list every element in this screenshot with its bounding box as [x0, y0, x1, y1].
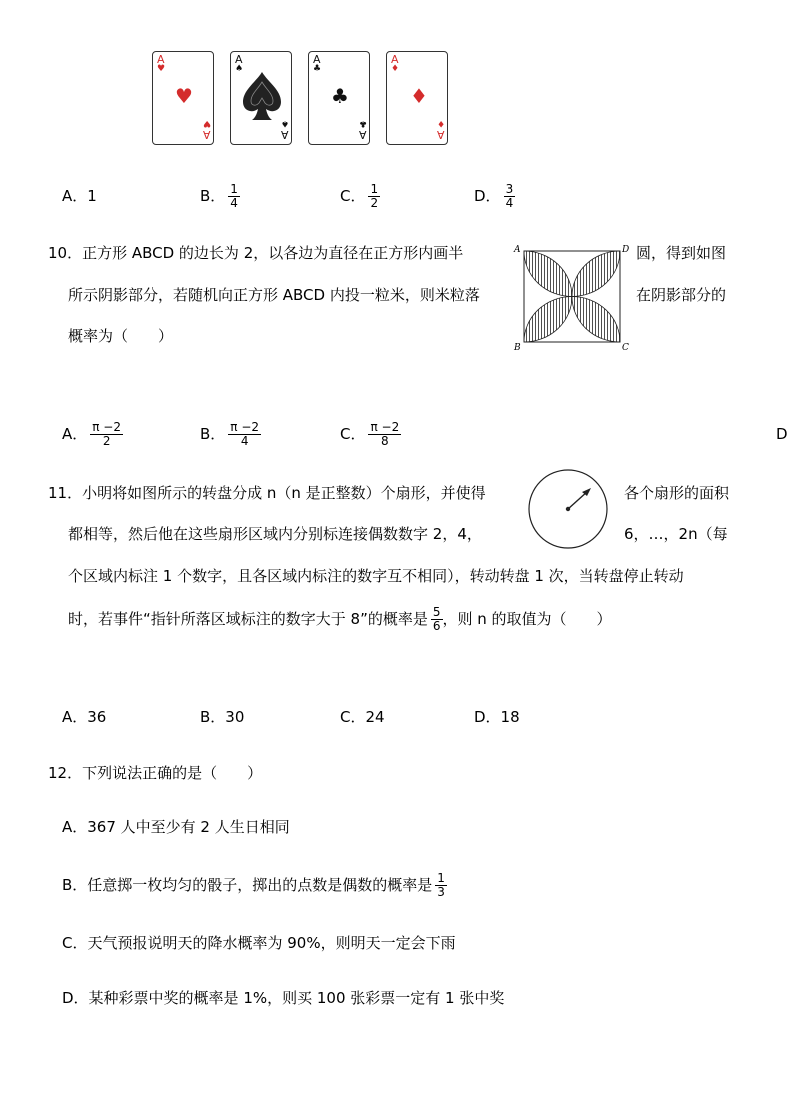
label-b: B [514, 343, 521, 352]
spade-icon: ♠ [281, 118, 290, 128]
fraction [228, 183, 240, 210]
square-figure [510, 240, 630, 352]
card-rank: A [359, 128, 367, 141]
card-rank: A [235, 53, 243, 66]
q11-option-d[interactable]: D．18 [474, 708, 520, 726]
numerator: π −2 [230, 420, 260, 434]
denominator: 4 [230, 196, 238, 210]
q10-stem-line2: 所示阴影部分，若随机向正方形 ABCD 内投一粒米，则米粒落 [68, 286, 480, 304]
q11-stem-line1: 11．小明将如图所示的转盘分成 n（n 是正整数）个扇形，并使得 [48, 484, 486, 502]
card-ace-diamonds [386, 51, 448, 145]
numerator: 1 [437, 871, 445, 885]
q10-option-d[interactable] [776, 424, 788, 444]
diamond-icon: ♦ [391, 64, 400, 74]
label-a: A [514, 245, 521, 255]
denominator: 3 [437, 885, 445, 899]
q12-option-a[interactable]: A．367 人中至少有 2 人生日相同 [62, 818, 290, 836]
fraction [368, 183, 380, 210]
card-rank: A [313, 53, 321, 66]
q10-stem-line3: 概率为（ ） [68, 327, 174, 345]
fraction [90, 421, 123, 448]
q9-option-b[interactable] [200, 180, 240, 212]
numerator: 1 [370, 182, 379, 196]
spade-icon: ♠ [235, 64, 244, 74]
diamond-icon: ♦ [437, 118, 446, 128]
heart-icon: ♥ [203, 118, 212, 128]
q10-stem-line2-end: 在阴影部分的 [636, 286, 727, 304]
option-label: D [776, 425, 788, 443]
denominator: 4 [240, 434, 249, 448]
card-rank: A [391, 53, 399, 66]
numerator: 1 [230, 182, 238, 196]
option-label: C． [340, 187, 366, 205]
option-label: C． [340, 425, 366, 443]
heart-icon: ♥ [175, 84, 193, 108]
q12-option-b[interactable] [62, 868, 447, 902]
spinner-icon [526, 467, 610, 551]
q11-stem-line1-end: 各个扇形的面积 [624, 484, 730, 502]
club-icon: ♣ [313, 64, 322, 74]
q11-stem-line4-text: 时，若事件“指针所落区域标注的数字大于 8”的概率是 [68, 610, 428, 628]
diamond-icon: ♦ [410, 84, 428, 108]
fraction [431, 606, 443, 633]
q9-option-c[interactable] [340, 180, 380, 212]
fraction [435, 872, 447, 899]
denominator: 2 [102, 434, 111, 448]
square-semicircles-diagram [510, 240, 630, 352]
denominator: 2 [370, 196, 379, 210]
q11-stem-line2: 都相等，然后他在这些扇形区域内分别标连接偶数数字 2，4， [68, 525, 482, 543]
q11-stem-line4 [68, 602, 612, 636]
card-rank: A [437, 128, 445, 141]
option-label: A． [62, 425, 88, 443]
heart-icon: ♥ [157, 64, 166, 74]
q12-stem: 12．下列说法正确的是（ ） [48, 764, 263, 782]
label-c: C [622, 343, 629, 352]
option-label: B． [200, 187, 226, 205]
numerator: 5 [432, 605, 441, 619]
fraction [368, 421, 401, 448]
q11-option-c[interactable]: C．24 [340, 708, 385, 726]
q12-option-c[interactable]: C．天气预报说明天的降水概率为 90%，则明天一定会下雨 [62, 934, 456, 952]
denominator: 4 [505, 196, 514, 210]
card-rank: A [281, 128, 289, 141]
card-ace-hearts [152, 51, 214, 145]
fraction [504, 183, 516, 210]
label-d: D [622, 245, 630, 255]
q10-option-b[interactable] [200, 418, 261, 450]
card-ace-clubs [308, 51, 370, 145]
option-label: D． [474, 187, 501, 205]
club-icon: ♣ [359, 118, 368, 128]
option-label: A．1 [62, 187, 97, 205]
card-rank: A [203, 128, 211, 141]
q11-stem-line3: 个区域内标注 1 个数字，且各区域内标注的数字互不相同），转动转盘 1 次，当转盘停止转动 [68, 567, 684, 585]
option-text: B．任意掷一枚均匀的骰子，掷出的点数是偶数的概率是 [62, 876, 433, 894]
q11-option-b[interactable]: B．30 [200, 708, 245, 726]
spinner-figure [526, 467, 610, 551]
q11-stem-line4-end: ，则 n 的取值为（ ） [442, 610, 612, 628]
card-rank: A [157, 53, 165, 66]
fraction [228, 421, 261, 448]
numerator: π −2 [92, 420, 121, 434]
q10-option-c[interactable] [340, 418, 401, 450]
card-ace-spades [230, 51, 292, 145]
q11-stem-line2-end: 6，…，2n（每 [624, 525, 728, 543]
numerator: π −2 [370, 420, 400, 434]
q10-stem-line1-end: 圆，得到如图 [636, 244, 727, 262]
denominator: 6 [432, 619, 441, 633]
numerator: 3 [505, 182, 514, 196]
q12-option-d[interactable]: D．某种彩票中奖的概率是 1%，则买 100 张彩票一定有 1 张中奖 [62, 989, 505, 1007]
denominator: 8 [381, 434, 389, 448]
q10-stem-line1: 10．正方形 ABCD 的边长为 2，以各边为直径在正方形内画半 [48, 244, 464, 262]
q9-option-d[interactable] [474, 180, 515, 212]
club-icon: ♣ [331, 84, 349, 108]
option-label: B． [200, 425, 226, 443]
q9-option-a[interactable] [62, 186, 97, 206]
q11-option-a[interactable]: A．36 [62, 708, 107, 726]
q10-option-a[interactable] [62, 418, 123, 450]
